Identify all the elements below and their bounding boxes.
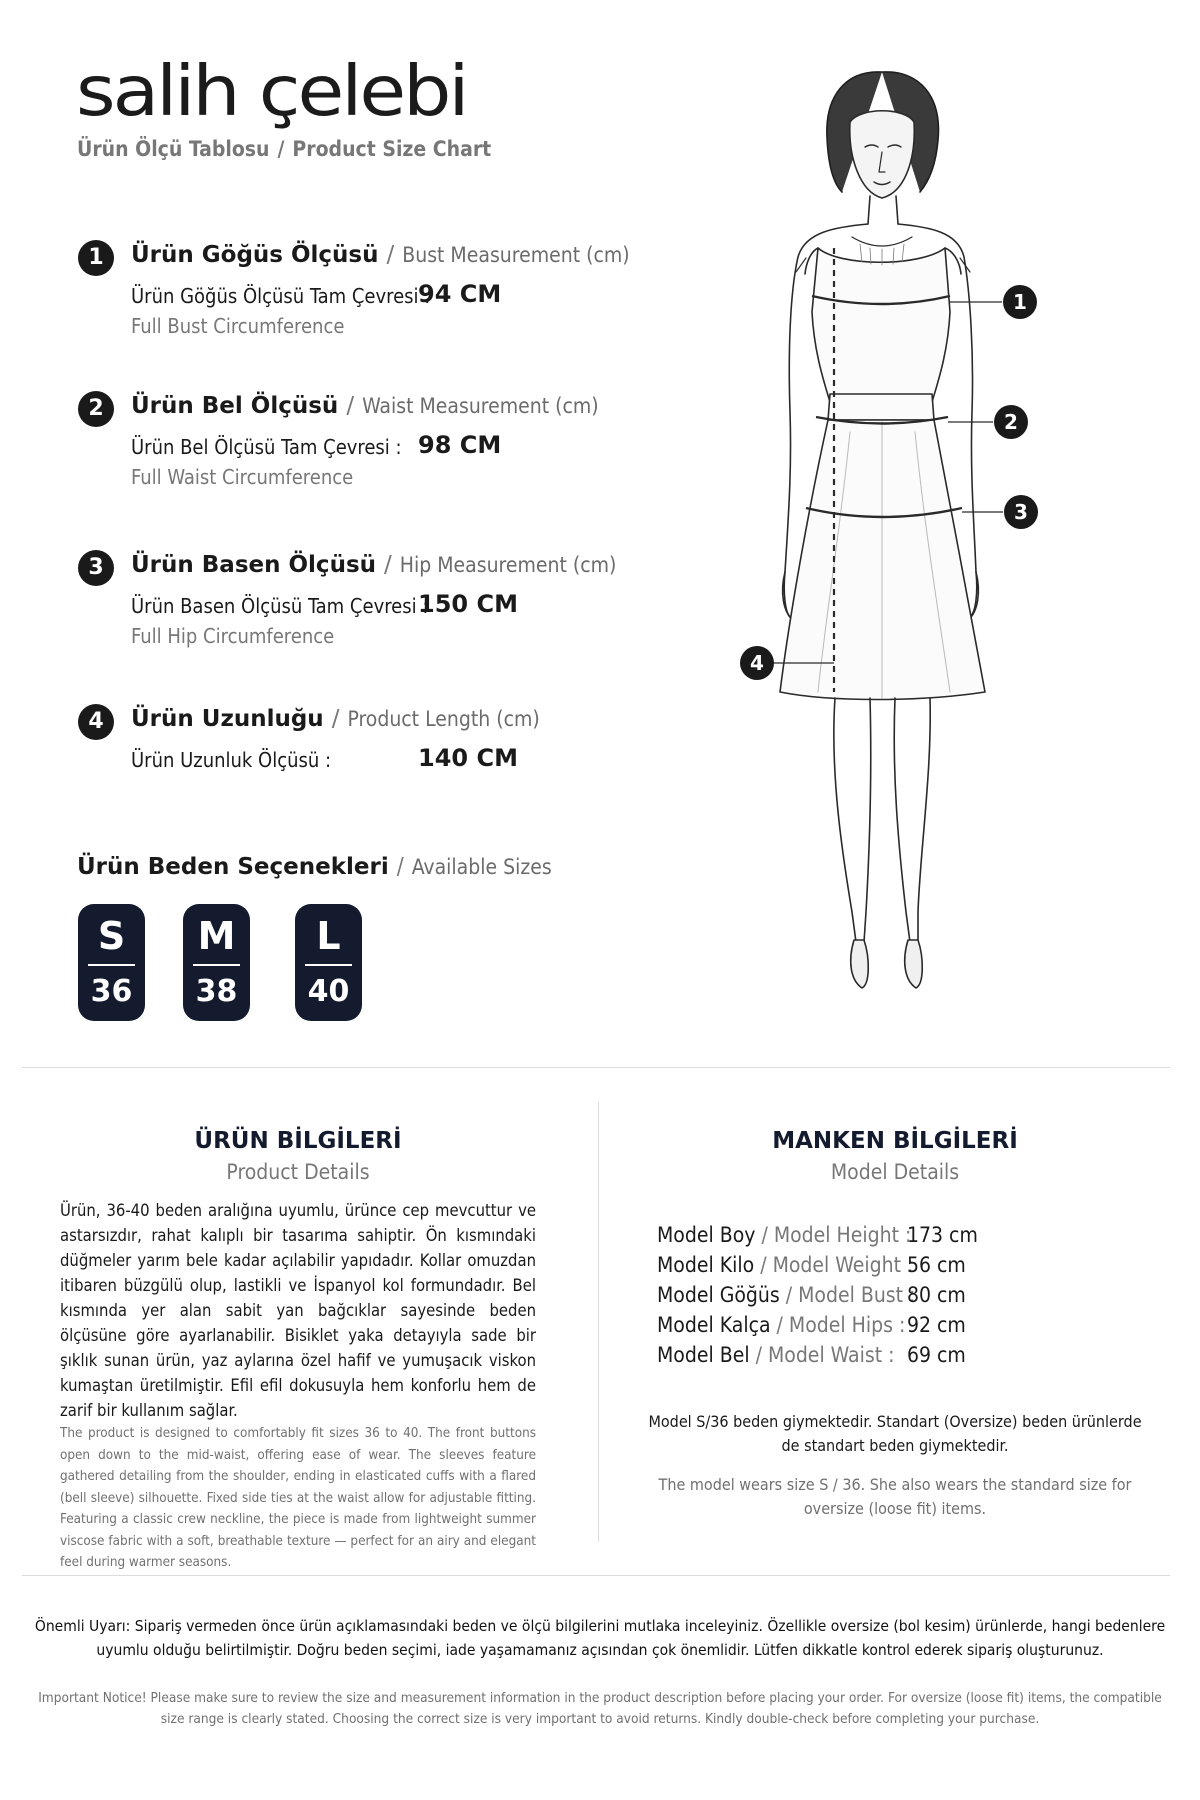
measurement-title-separator: /: [346, 393, 355, 419]
model-label-tr: Model Göğüs: [657, 1283, 780, 1307]
model-value-bust: 80 cm: [907, 1283, 966, 1307]
model-label-en: Model Height :: [773, 1223, 912, 1247]
model-label-separator: /: [760, 1253, 767, 1277]
important-notice-tr: Önemli Uyarı: Sipariş vermeden önce ürün açıklamasındaki beden ve ölçü bilgilerini mutlaka inceleyiniz. Özellikle oversize (bol kesim) ürünlerde, hangi bedenlere uyumlu olduğu belirtilmiştir. Doğru beden seçimi, iade yaşamamanız açısından çok önemlidir. Lütfen dikkatle kontrol ederek sipariş oluşturunuz.: [34, 1617, 1166, 1659]
product-description-tr: Ürün, 36-40 beden aralığına uyumlu, ürünce cep mevcuttur ve astarsızdır, rahat kalıplı bir tasarıma sahiptir. Ön kısmındaki düğmeler yarım bele kadar açılabilir yapıdadır. Kollar omuzdan itibaren büzgülü olup, lastikli ve İspanyol kol formundadır. Bel kısmında yer alan sabit yan bağcıklar sayesinde beden ölçüsüne göre ayarlanabilir. Bisiklet yaka detayıyla sade bir şıklık sunan ürün, yaz aylarına özel hafif ve yumuşacık viskon kumaştan üretilmiştir. Efil efil dokusuyla hem konforlu hem de zarif bir kullanım sağlar.: [60, 1201, 536, 1420]
model-label-separator: /: [785, 1283, 793, 1307]
model-value-weight: 56 cm: [907, 1253, 966, 1277]
model-label-separator: /: [755, 1343, 762, 1367]
measurement-value: 140 CM: [418, 744, 518, 772]
measurement-length: [78, 704, 638, 784]
section-divider: [22, 1067, 1170, 1068]
measurement-bust: [78, 240, 638, 350]
subtitle-separator: /: [277, 137, 285, 161]
measurement-title-tr: Ürün Uzunluğu: [131, 706, 324, 732]
measurement-value: 94 CM: [418, 280, 502, 308]
measurement-value: 98 CM: [418, 431, 502, 459]
measurement-value: 150 CM: [418, 590, 518, 618]
model-label-en: Model Bust :: [798, 1283, 916, 1307]
model-label-en: Model Hips :: [788, 1313, 906, 1337]
dress-waistband: [828, 394, 934, 420]
size-option-l[interactable]: [295, 904, 362, 1021]
size-number: 40: [307, 974, 350, 1009]
callout-2: 2: [994, 405, 1028, 439]
subtitle-en: Product Size Chart: [292, 137, 492, 161]
measurement-title: [131, 552, 616, 578]
product-description-en: The product is designed to comfortably fit sizes 36 to 40. The front buttons open down to the mid-waist, offering ease of wear. The sleeves feature gathered detailing from the shoulder, ending in elasticated cuffs with a flared (bell sleeve) silhouette. Fixed side ties at the waist allow for adjustable fitting. Featuring a classic crew neckline, the piece is made from lightweight summer viscose fabric with a soft, breathable texture — perfect for an airy and elegant feel during warmer seasons.: [60, 1426, 536, 1570]
model-row-hips: [657, 1313, 905, 1343]
size-number: 38: [195, 974, 238, 1009]
model-label-tr: Model Bel: [657, 1343, 750, 1367]
model-label-separator: /: [776, 1313, 783, 1337]
measurement-label: Ürün Uzunluk Ölçüsü :: [131, 748, 332, 772]
model-row-bust: [657, 1283, 915, 1313]
size-number: 36: [90, 974, 133, 1009]
important-notice-en: Important Notice! Please make sure to review the size and measurement information in the product description before placing your order. For oversize (loose fit) items, the compatible size range is clearly stated. Choosing the correct size is very important to avoid returns. Kindly double-check before completing your purchase.: [38, 1690, 1162, 1727]
measurement-number: 4: [78, 704, 114, 740]
measurement-title-separator: /: [386, 242, 395, 268]
measurement-title: [131, 393, 599, 419]
product-details-title: ÜRÜN BİLGİLERİ: [194, 1128, 402, 1154]
measurement-hip: [78, 550, 638, 660]
measurement-title-en: Waist Measurement (cm): [362, 394, 599, 418]
size-letter: M: [197, 914, 236, 958]
model-label-tr: Model Kalça: [657, 1313, 771, 1337]
model-note-tr: Model S/36 beden giymektedir. Standart (Oversize) beden ürünlerde de standart beden giymektedir.: [648, 1412, 1142, 1455]
column-divider: [598, 1102, 599, 1542]
model-label-tr: Model Boy: [657, 1223, 756, 1247]
measurement-title-tr: Ürün Göğüs Ölçüsü: [131, 242, 379, 268]
size-option-m[interactable]: [183, 904, 250, 1021]
sizes-title-tr: Ürün Beden Seçenekleri: [77, 854, 389, 880]
model-row-height: [657, 1223, 911, 1253]
model-value-height: 173 cm: [907, 1223, 978, 1247]
sizes-title-separator: /: [396, 854, 404, 880]
measurement-title: [131, 706, 540, 732]
model-details-title: MANKEN BİLGİLERİ: [772, 1128, 1018, 1154]
size-option-s[interactable]: [78, 904, 145, 1021]
callout-4: 4: [740, 646, 774, 680]
size-letter: L: [316, 914, 341, 958]
sizes-title-en: Available Sizes: [411, 855, 552, 879]
model-row-weight: [657, 1253, 913, 1283]
subtitle-tr: Ürün Ölçü Tablosu: [77, 137, 270, 161]
product-details-subtitle: Product Details: [226, 1160, 370, 1184]
measurement-title-en: Hip Measurement (cm): [399, 553, 617, 577]
model-details-subtitle: Model Details: [830, 1160, 960, 1184]
measurement-title-tr: Ürün Bel Ölçüsü: [131, 393, 339, 419]
model-value-hips: 92 cm: [907, 1313, 966, 1337]
model-value-waist: 69 cm: [907, 1343, 966, 1367]
sizes-title: [77, 854, 552, 880]
model-label-en: Model Waist :: [767, 1343, 895, 1367]
model-label-en: Model Weight :: [772, 1253, 914, 1277]
size-letter: S: [97, 914, 126, 958]
callout-3: 3: [1004, 495, 1038, 529]
measurement-sub: Full Bust Circumference: [131, 314, 345, 338]
measurement-title-en: Product Length (cm): [347, 707, 540, 731]
measurement-title-tr: Ürün Basen Ölçüsü: [131, 552, 377, 578]
measurement-waist: [78, 391, 638, 501]
measurement-label: Ürün Basen Ölçüsü Tam Çevresi :: [131, 594, 429, 618]
measurement-label: Ürün Bel Ölçüsü Tam Çevresi :: [131, 435, 402, 459]
model-note-en: The model wears size S / 36. She also wears the standard size for oversize (loose fit) items.: [658, 1475, 1132, 1518]
measurement-title-separator: /: [331, 706, 340, 732]
measurement-label: Ürün Göğüs Ölçüsü Tam Çevresi :: [131, 284, 431, 308]
measurement-number: 1: [78, 240, 114, 276]
callout-1: 1: [1003, 285, 1037, 319]
model-label-separator: /: [761, 1223, 768, 1247]
measurement-title: [131, 242, 630, 268]
measurement-number: 3: [78, 550, 114, 586]
measurement-sub: Full Hip Circumference: [131, 624, 335, 648]
measurement-sub: Full Waist Circumference: [131, 465, 354, 489]
dress-bodice: [812, 248, 950, 402]
measurement-title-separator: /: [384, 552, 392, 578]
brand-logo: salih çelebi: [76, 49, 467, 132]
measurement-number: 2: [78, 391, 114, 427]
dress-illustration: [620, 52, 1060, 1032]
measurement-title-en: Bust Measurement (cm): [402, 243, 630, 267]
page-subtitle: [77, 137, 491, 161]
section-divider: [22, 1575, 1170, 1576]
model-row-waist: [657, 1343, 894, 1373]
model-label-tr: Model Kilo: [657, 1253, 755, 1277]
